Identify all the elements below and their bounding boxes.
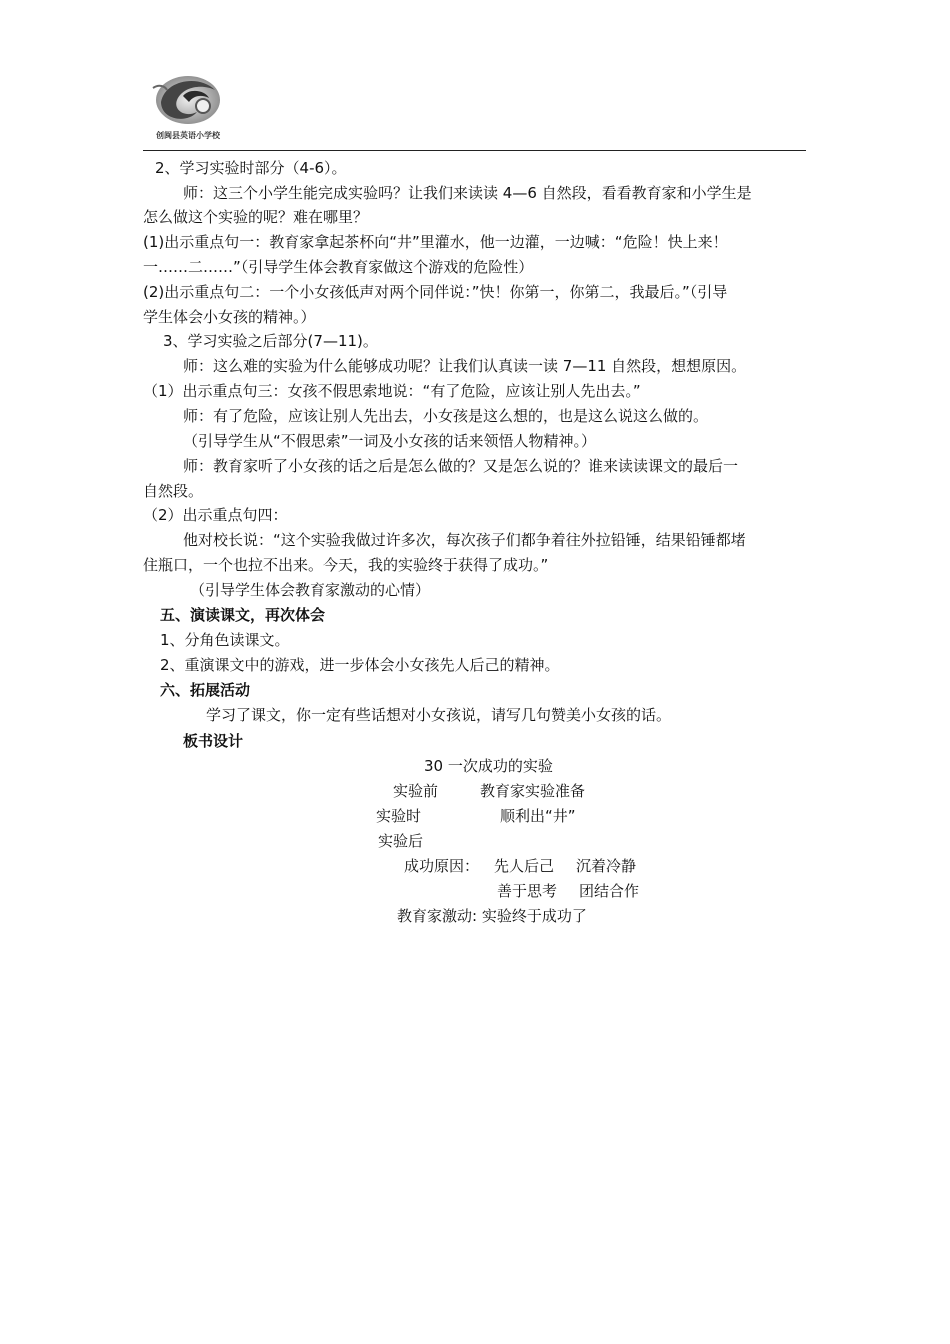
paragraph-line: （引导学生从“不假思索”一词及小女孩的话来领悟人物精神。）: [183, 432, 597, 450]
key-sentence-line: （1）出示重点句三：女孩不假思索地说：“有了危险，应该让别人先出去。”: [143, 382, 641, 400]
board-reason-item: 沉着冷静: [576, 857, 637, 875]
key-sentence-line: (2)出示重点句二：一个小女孩低声对两个同伴说：”快！你第一，你第二，我最后。”（引导: [143, 283, 728, 301]
header-rule: [143, 150, 806, 151]
list-item: 1、分角色读课文。: [160, 631, 290, 649]
board-label-before: 实验前: [393, 782, 439, 800]
board-title: 30 一次成功的实验: [424, 757, 553, 775]
paragraph-line: 学习了课文，你一定有些话想对小女孩说，请写几句赞美小女孩的话。: [206, 706, 672, 724]
board-reason-item: 先人后己: [494, 857, 555, 875]
paragraph-line: 学生体会小女孩的精神。）: [143, 308, 316, 326]
logo-caption: 创闽县英语小学校: [156, 131, 220, 140]
board-content-during: 顺利出“井”: [500, 807, 576, 825]
board-content-before: 教育家实验准备: [480, 782, 586, 800]
paragraph-line: 住瓶口，一个也拉不出来。今天，我的实验终于获得了成功。”: [143, 556, 549, 574]
section-heading-bold: 六、拓展活动: [160, 681, 251, 699]
paragraph-line: 师：有了危险，应该让别人先出去，小女孩是这么想的，也是这么说这么做的。: [183, 407, 709, 425]
section-heading: 2、学习实验时部分（4-6）。: [155, 159, 347, 177]
school-logo: [143, 66, 233, 146]
board-reason-label: 成功原因：: [404, 857, 480, 875]
list-item: 2、重演课文中的游戏，进一步体会小女孩先人后己的精神。: [160, 656, 560, 674]
paragraph-line: 自然段。: [143, 482, 204, 500]
key-sentence-line: （2）出示重点句四：: [143, 506, 288, 524]
board-design-heading: 板书设计: [183, 732, 244, 750]
section-heading: 3、学习实验之后部分(7—11)。: [163, 332, 378, 350]
paragraph-line: 师：这三个小学生能完成实验吗？让我们来读读 4—6 自然段，看看教育家和小学生是: [183, 184, 752, 202]
paragraph-line: 他对校长说：“这个实验我做过许多次，每次孩子们都争着往外拉铅锤，结果铅锤都堵: [183, 531, 746, 549]
section-heading-bold: 五、演读课文，再次体会: [160, 606, 326, 624]
board-conclusion: 教育家激动: 实验终于成功了: [397, 907, 587, 925]
paragraph-line: （引导学生体会教育家激动的心情）: [190, 581, 431, 599]
board-reason-item: 团结合作: [579, 882, 640, 900]
board-label-after: 实验后: [378, 832, 424, 850]
school-emblem-icon: [143, 66, 233, 130]
board-label-during: 实验时: [376, 807, 422, 825]
paragraph-line: 师：这么难的实验为什么能够成功呢？让我们认真读一读 7—11 自然段，想想原因。: [183, 357, 747, 375]
paragraph-line: 师：教育家听了小女孩的话之后是怎么做的？又是怎么说的？谁来读读课文的最后一: [183, 457, 739, 475]
paragraph-line: 一……二……”（引导学生体会教育家做这个游戏的危险性）: [143, 258, 534, 276]
board-reason-item: 善于思考: [497, 882, 558, 900]
paragraph-line: 怎么做这个实验的呢？难在哪里？: [143, 208, 369, 226]
key-sentence-line: (1)出示重点句一：教育家拿起茶杯向“井”里灌水，他一边灌，一边喊：“危险！快上来！: [143, 233, 728, 251]
